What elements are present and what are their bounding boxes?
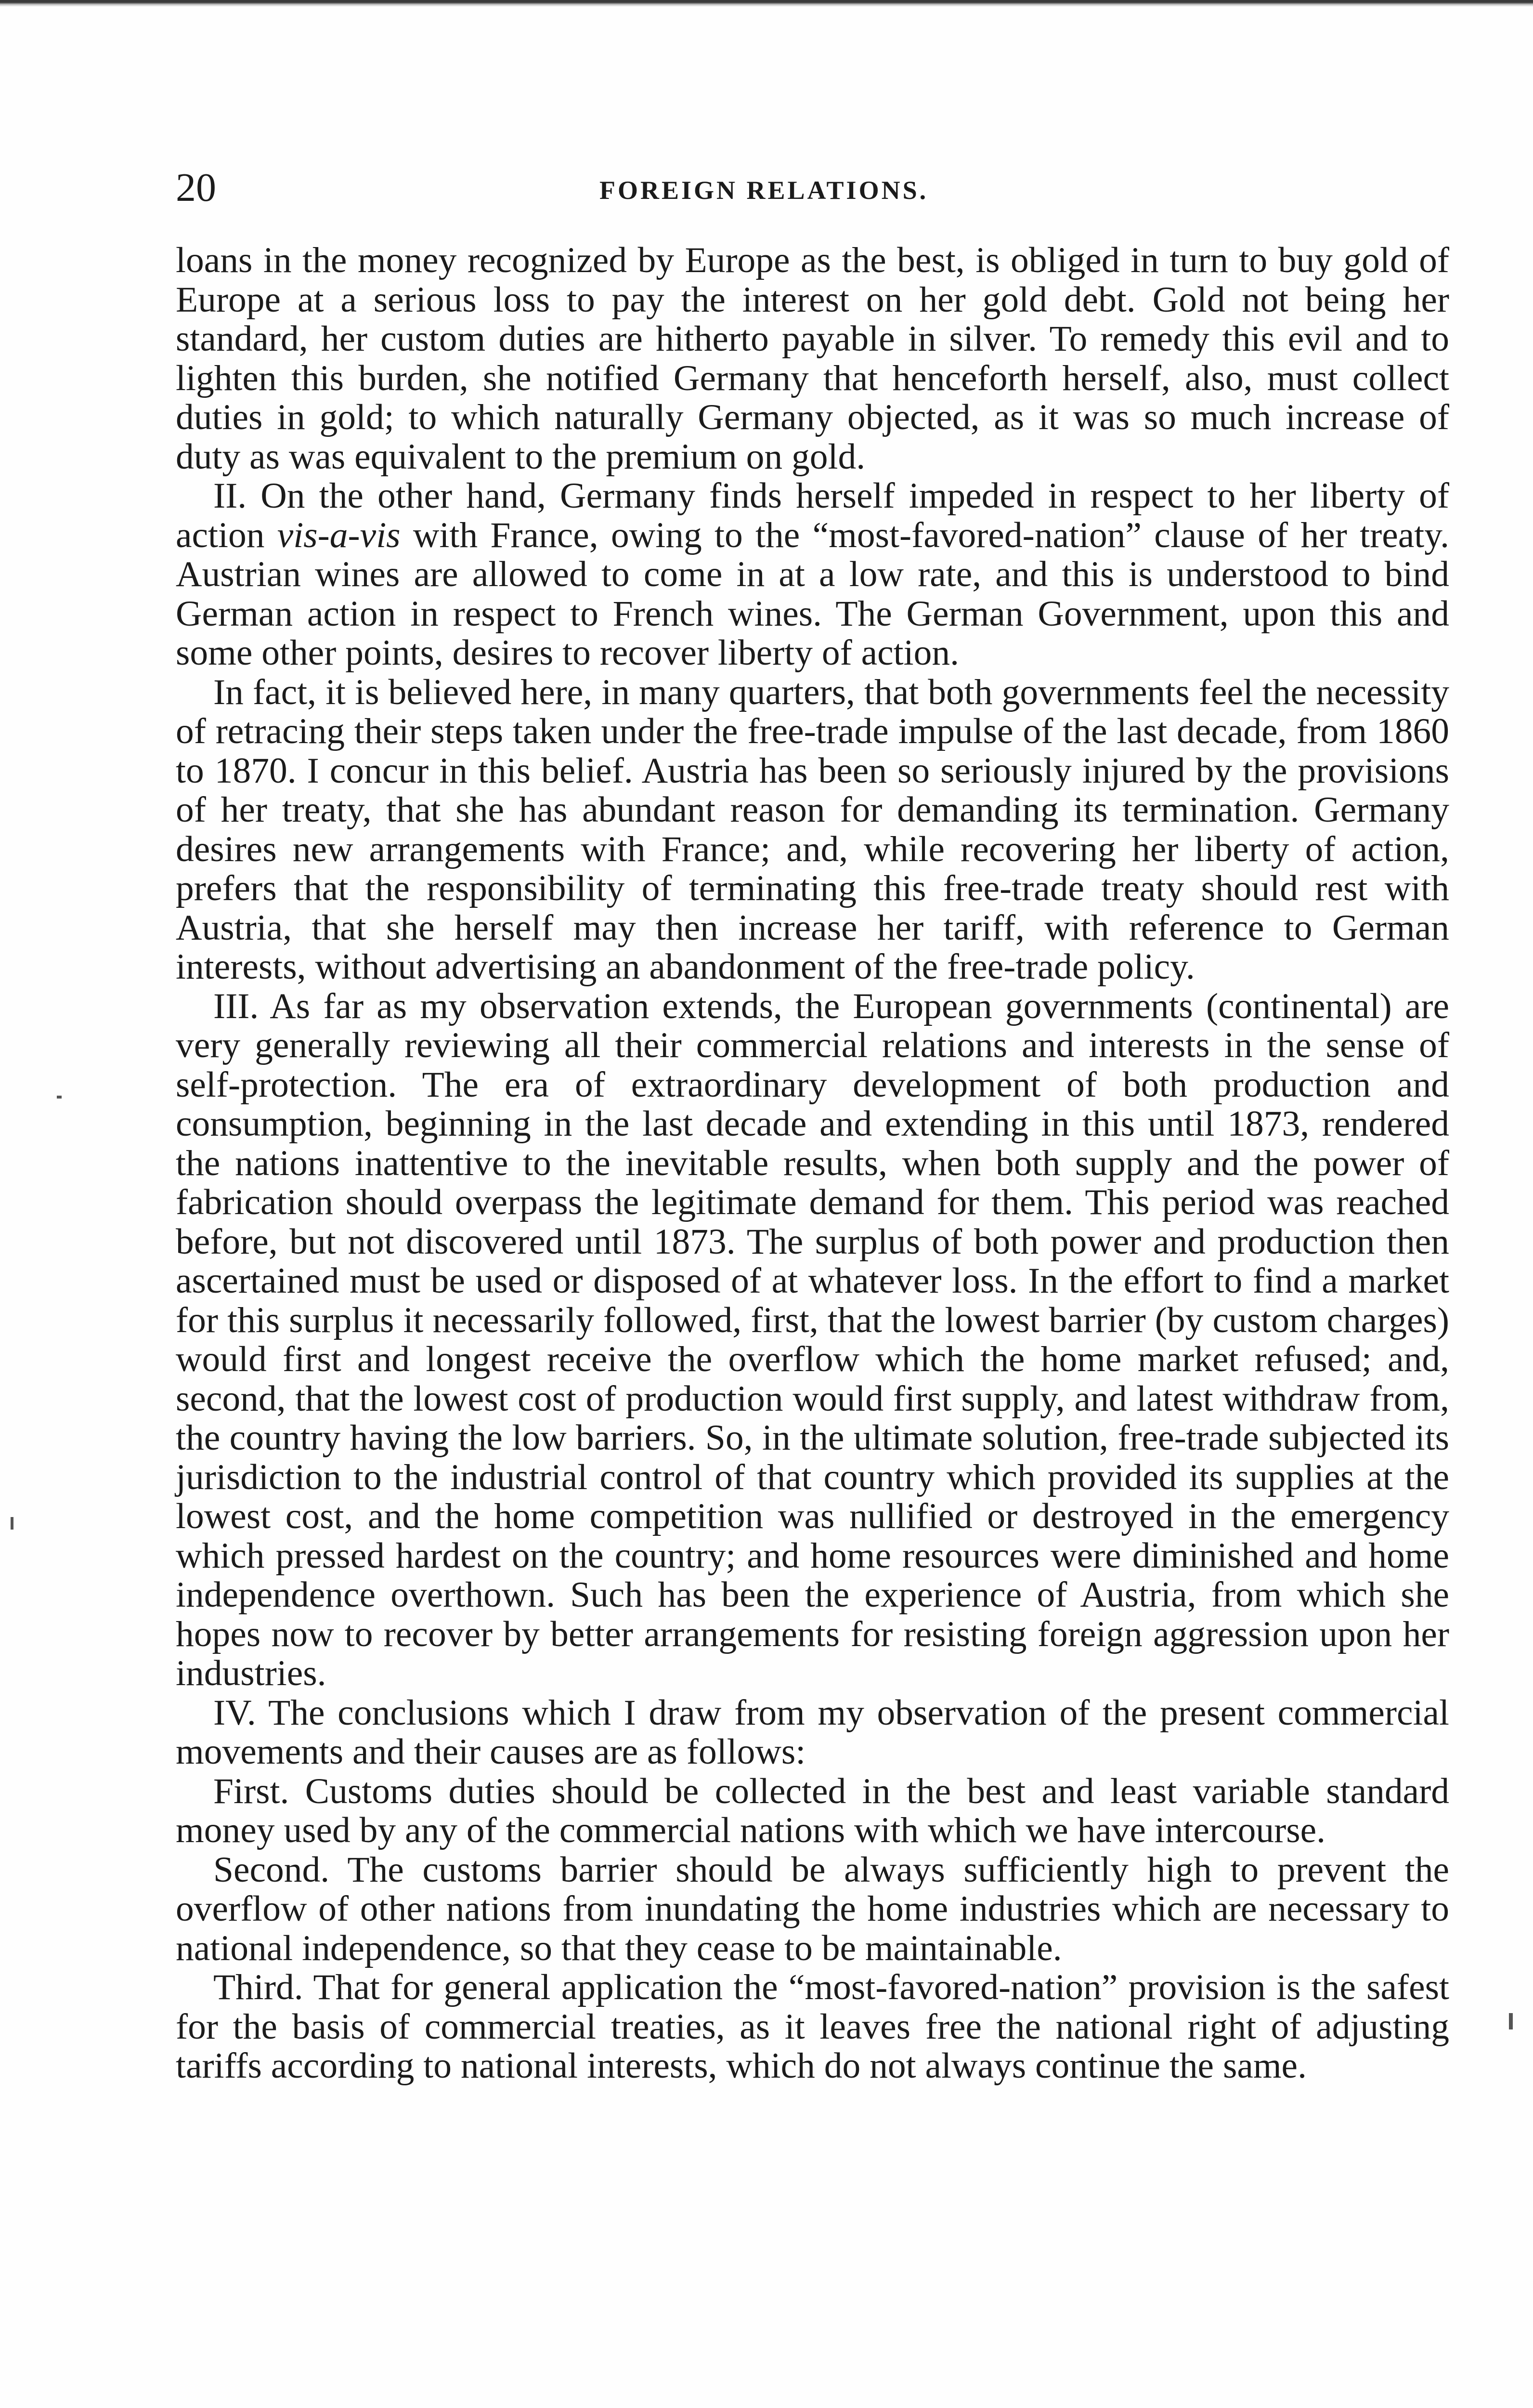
scan-speck xyxy=(57,1096,62,1099)
paragraph-in-fact: In fact, it is believed here, in many quarters, that both governments feel the necessity of retracing their steps taken under the free-trade impulse of the last decade, from 1860 to 1870. I concur in this belief. Austria has been so seriously injured by the provisions of her treaty, that she has abundant reason for demanding its termination. Germany desires new arrangements with France; and, while recovering her liberty of action, prefers that the responsibility of terminating this free-trade treaty should rest with Austria, that she herself may then increase her tariff, with reference to German interests, without advertising an abandonment of the free-trade policy. xyxy=(176,672,1449,987)
italic-phrase: vis-a-vis xyxy=(277,515,401,555)
paragraph-text: II. On the other hand, Germany finds herself impeded in respect to her liberty of action xyxy=(176,476,1449,555)
paragraph-text: with France, owing to the “most-favored-nation” clause of her treaty. Austrian wines are allowed to come in at a low rate, and this is understood to bind German action in respect to French wines. The German Government, upon this and some other points, desires to recover liberty of action. xyxy=(176,515,1449,673)
body-text xyxy=(176,241,1449,2086)
paragraph-section-ii xyxy=(176,476,1449,673)
running-head: FOREIGN RELATIONS. xyxy=(599,176,929,205)
paragraph-section-iii: III. As far as my observation extends, the European governments (continental) are very generally reviewing all their commercial relations and interests in the sense of self-protection. The era of extraordinary development of both production and consumption, beginning in the last decade and extending in this until 1873, rendered the nations inattentive to the inevitable results, when both supply and the power of fabrication should overpass the legitimate demand for them. This period was reached before, but not discovered until 1873. The surplus of both power and production then ascertained must be used or disposed of at whatever loss. In the effort to find a market for this surplus it necessarily followed, first, that the lowest barrier (by custom charges) would first and longest receive the overflow which the home market refused; and, second, that the lowest cost of production would first supply, and latest withdraw from, the country having the low barriers. So, in the ultimate solution, free-trade subjected its jurisdiction to the industrial control of that country which provided its supplies at the lowest cost, and the home competition was nullified or destroyed in the emergency which pressed hardest on the country; and home resources were diminished and home independence overthown. Such has been the experience of Austria, from which she hopes now to recover by better arrangements for resisting foreign aggression upon her industries. xyxy=(176,986,1449,1693)
paragraph-section-iv: IV. The conclusions which I draw from my observation of the present commercial movements and their causes are as follows: xyxy=(176,1692,1449,1772)
paragraph-third: Third. That for general application the “most-favored-nation” provision is the safest for the basis of commercial treaties, as it leaves free the national right of adjusting tariffs according to national interests, which do not always continue the same. xyxy=(176,1967,1449,2086)
page-header xyxy=(176,161,1452,214)
scan-speck xyxy=(11,1517,13,1530)
paragraph-second: Second. The customs barrier should be always sufficiently high to prevent the overflow of other nations from inundating the home industries which are necessary to national independence, so that they cease to be maintainable. xyxy=(176,1849,1449,1968)
paragraph-first: First. Customs duties should be collected in the best and least variable standard money used by any of the commercial nations with which we have intercourse. xyxy=(176,1771,1449,1850)
scan-edge-rule xyxy=(0,0,1533,7)
paragraph-continuation: loans in the money recognized by Europe as the best, is obliged in turn to buy gold of Europe at a serious loss to pay the interest on her gold debt. Gold not being her standard, her custom duties are hitherto payable in silver. To remedy this evil and to lighten this burden, she notified Germany that henceforth herself, also, must collect duties in gold; to which naturally Germany objected, as it was so much increase of duty as was equivalent to the premium on gold. xyxy=(176,240,1449,477)
page-number: 20 xyxy=(176,165,216,210)
scan-speck xyxy=(1509,2013,1513,2029)
